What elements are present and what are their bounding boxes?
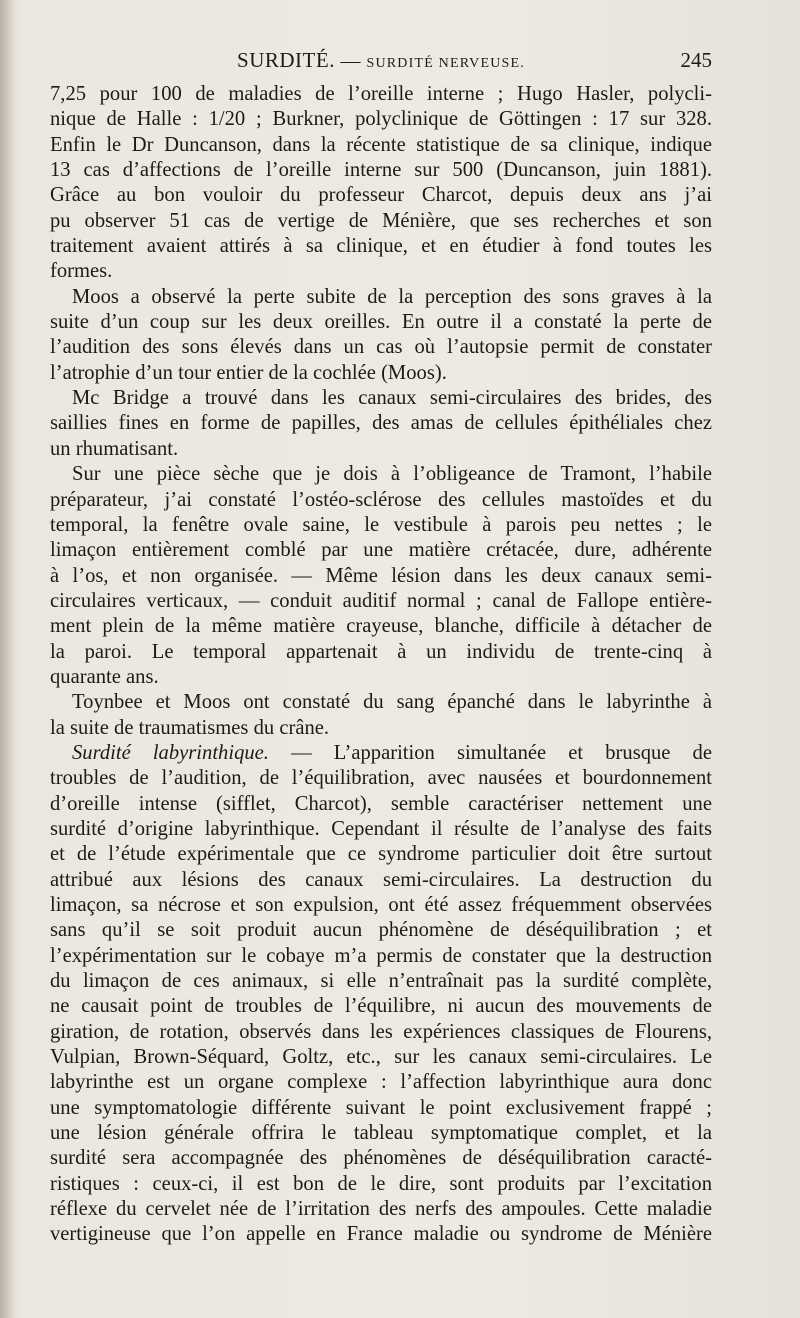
text-line: 7,25 pour 100 de maladies de l’oreille interne ; Hugo Hasler, polycli- [50, 83, 712, 105]
text-line: Moos a observé la perte subite de la perception des sons graves à la [72, 285, 712, 308]
text-line: du limaçon de ces animaux, si elle n’entraînait pas la surdité complète, [50, 970, 712, 993]
text-line: suite d’un coup sur les deux oreilles. En outre il a constaté la perte de [50, 311, 712, 334]
running-title-sub: SURDITÉ NERVEUSE. [366, 56, 525, 71]
text-line: ristiques : ceux-ci, il est bon de le dire, sont produits par l’excitation [50, 1172, 712, 1195]
running-title-separator: — [334, 50, 367, 72]
page-number: 245 [680, 48, 712, 72]
text-line: giration, de rotation, observés dans les expériences classiques de Flourens, [50, 1020, 712, 1043]
text-line: l’expérimentation sur le cobaye m’a permis de constater que la destruction [50, 944, 712, 967]
text-line: 13 cas d’affections de l’oreille interne sur 500 (Duncanson, juin 1881). [50, 159, 712, 182]
text-line: pu observer 51 cas de vertige de Ménière, que ses recherches et son [50, 209, 712, 232]
text-line: la paroi. Le temporal appartenait à un individu de trente-cinq à [50, 640, 712, 663]
text-line: préparateur, j’ai constaté l’ostéo-sclérose des cellules mastoïdes et du [50, 488, 712, 511]
text-line: sans qu’il se soit produit aucun phénomène de déséquilibration ; et [50, 919, 712, 942]
text-line: surdité sera accompagnée des phénomènes de déséquilibration caracté- [50, 1147, 712, 1170]
text-line: d’oreille intense (sifflet, Charcot), semble caractériser nettement une [50, 792, 712, 815]
running-title-main: SURDITÉ. [237, 48, 335, 72]
text-line: Vulpian, Brown-Séquard, Goltz, etc., sur les canaux semi-circulaires. Le [50, 1046, 712, 1069]
text-line: Grâce au bon vouloir du professeur Charcot, depuis deux ans j’ai [50, 184, 712, 207]
text-line: Toynbee et Moos ont constaté du sang épanché dans le labyrinthe à [72, 691, 712, 714]
text-line: attribué aux lésions des canaux semi-circulaires. La destruction du [50, 868, 712, 891]
page-gutter-shadow [0, 0, 14, 1318]
text-line: Mc Bridge a trouvé dans les canaux semi-circulaires des brides, des [72, 387, 712, 410]
text-line: saillies fines en forme de papilles, des amas de cellules épithéliales chez [50, 412, 712, 435]
section-lead-line [50, 741, 712, 766]
text-line: quarante ans. [50, 665, 159, 688]
text-line: nique de Halle : 1/20 ; Burkner, polyclinique de Göttingen : 17 sur 328. [50, 108, 712, 131]
text-line: traitement avaient attirés à sa clinique, et en étudier à fond toutes les [50, 235, 712, 258]
text-line: un rhumatisant. [50, 437, 179, 460]
text-line: Enfin le Dr Duncanson, dans la récente statistique de sa clinique, indique [50, 133, 712, 156]
text-line: à l’os, et non organisée. — Même lésion dans les deux canaux semi- [50, 564, 712, 587]
text-line: Sur une pièce sèche que je dois à l’obligeance de Tramont, l’habile [72, 463, 712, 486]
text-line: une symptomatologie différente suivant le point exclusivement frappé ; [50, 1096, 712, 1119]
text-line: troubles de l’audition, de l’équilibration, avec nausées et bourdonnement [50, 767, 712, 790]
text-line: ment plein de la même matière crayeuse, blanche, difficile à détacher de [50, 615, 712, 638]
text-line: labyrinthe est un organe complexe : l’affection labyrinthique aura donc [50, 1071, 712, 1094]
section-heading-italic: Surdité labyrinthique. [72, 741, 269, 764]
text-line: réflexe du cervelet née de l’irritation des nerfs des ampoules. Cette maladie [50, 1198, 712, 1221]
text-line: vertigineuse que l’on appelle en France maladie ou syndrome de Ménière [50, 1223, 712, 1246]
text-line: circulaires verticaux, — conduit auditif normal ; canal de Fallope entière- [50, 589, 712, 612]
running-title [50, 48, 712, 73]
text-line: l’atrophie d’un tour entier de la cochlée (Moos). [50, 361, 447, 384]
text-line: et de l’étude expérimentale que ce syndrome particulier doit être surtout [50, 843, 712, 866]
body-text [50, 82, 712, 1248]
text-line: une lésion générale offrira le tableau symptomatique complet, et la [50, 1122, 712, 1145]
text-line: limaçon entièrement comblé par une matière crétacée, dure, adhérente [50, 539, 712, 562]
text-line: surdité d’origine labyrinthique. Cependant il résulte de l’analyse des faits [50, 817, 712, 840]
running-header [50, 46, 712, 76]
text-line: limaçon, sa nécrose et son expulsion, ont été assez fréquemment observées [50, 894, 712, 916]
text-line-rest: — L’apparition simultanée et brusque de [291, 741, 712, 764]
text-line: formes. [50, 260, 113, 283]
text-line: la suite de traumatismes du crâne. [50, 716, 330, 739]
text-line: temporal, la fenêtre ovale saine, le vestibule à parois peu nettes ; le [50, 513, 712, 536]
text-line: ne causait point de troubles de l’équilibre, ni aucun des mouvements de [50, 995, 712, 1018]
text-line: l’audition des sons élevés dans un cas où l’autopsie permit de constater [50, 336, 712, 359]
